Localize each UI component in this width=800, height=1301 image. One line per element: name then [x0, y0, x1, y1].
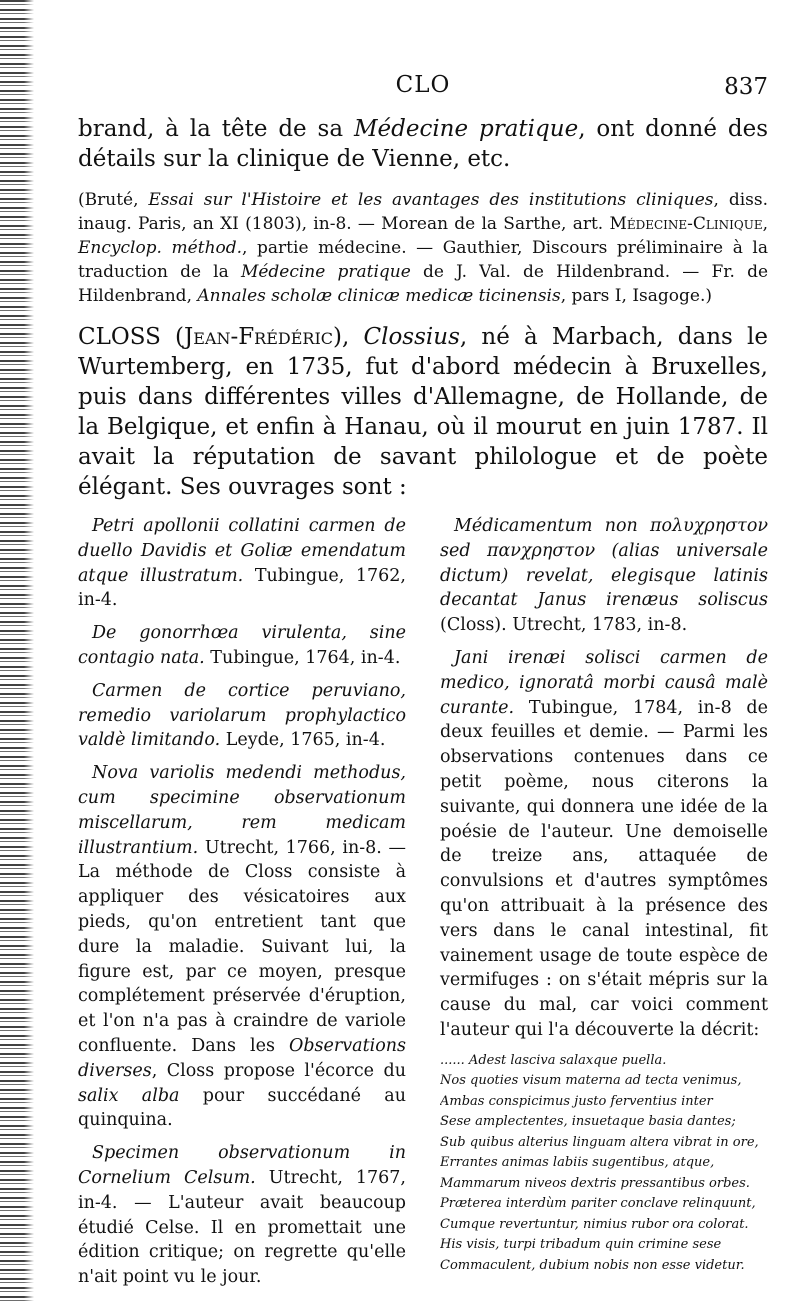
lead-paragraph — [78, 114, 768, 174]
lead-text-after: , ont donné des détails sur la clinique de Vienne, etc. — [78, 116, 769, 172]
bibliography-note — [78, 188, 768, 308]
verse-line: Præterea interdùm pariter conclave relinquunt, — [440, 1196, 756, 1212]
work-details: Utrecht, 1767, in-4. — L'auteur avait beaucoup étudié Celse. Il en promettait une édition critique; on regrette qu'elle n'ait point vu le jour. — [78, 1167, 406, 1288]
running-head — [78, 72, 768, 106]
dictionary-entry: CLOSS (Jean-Frédéric), Clossius, né à Marbach, dans le Wurtemberg, en 1735, fut d'abord médecin à Bruxelles, puis dans différentes villes d'Allemagne, de Hollande, de la Belgique, et enfin à Hanau, où il mourut en juin 1787. Il avait la réputation de savant philologue et de poète élégant. Ses ouvrages sont : — [78, 324, 768, 500]
work-title: Médicamentum non πολυχρηστον sed πανχρηστον (alias universale dictum) revelat, elegisque latinis decantat Janus irenæus soliscus — [440, 516, 768, 611]
verse-line: Commaculent, dubium nobis non esse videtur. — [440, 1257, 745, 1273]
entry-forename: Jean-Frédéric — [184, 324, 334, 350]
works-columns — [78, 514, 768, 1298]
verse-line: Nos quoties visum materna ad tecta venimus, — [440, 1073, 742, 1089]
plant-name: salix alba — [78, 1085, 180, 1106]
running-head-title: CLO — [395, 72, 451, 98]
biblio-text: , partie médecine. — Gauthier, Discours préliminaire à la traduction de la — [78, 238, 769, 282]
verse-line: Sese amplectentes, insuetaque basia dantes; — [440, 1114, 736, 1130]
book-binding-edge — [0, 0, 34, 1301]
work-item — [78, 1141, 406, 1290]
biblio-text: , pars I, Isagoge.) — [560, 286, 712, 306]
biblio-text: (Bruté, — [78, 190, 149, 210]
verse-line: Sub quibus alterius linguam altera vibrat in ore, — [440, 1134, 759, 1150]
work-details: pour succédané au quinquina. — [78, 1085, 406, 1131]
biblio-text: , diss. inaug. Paris, an XI (1803), in-8. — Morean de la Sarthe, art. — [78, 190, 768, 234]
verse-line: Cumque revertuntur, nimius rubor ora colorat. — [440, 1216, 749, 1232]
entry-latin-name: Clossius — [363, 324, 460, 350]
work-title: Observations diverses — [78, 1035, 406, 1081]
work-item — [78, 761, 406, 1133]
biblio-text: de J. Val. de Hildenbrand. — Fr. de Hildenbrand, — [78, 262, 769, 306]
book-page — [78, 72, 768, 1298]
page-number: 837 — [724, 74, 768, 100]
latin-verses — [440, 1051, 768, 1277]
work-details: (Closs). Utrecht, 1783, in-8. — [440, 615, 688, 636]
biblio-work-title: Encyclop. méthod. — [78, 238, 243, 258]
work-item — [78, 679, 406, 753]
work-title: Petri apollonii collatini carmen de duello Davidis et Goliæ emendatum atque illustratum. — [78, 516, 406, 586]
work-details: , Closs propose l'écorce du — [151, 1060, 406, 1081]
work-item — [440, 646, 768, 1043]
work-item — [440, 514, 768, 638]
work-item — [78, 621, 406, 671]
biblio-work-title: Annales scholæ clinicæ medicæ ticinensis — [197, 286, 561, 306]
verse-line: Errantes animas labiis sugentibus, atque, — [440, 1155, 715, 1171]
work-title: Nova variolis medendi methodus, cum specimine observationum miscellarum, rem medicam illustrantium. — [78, 763, 406, 858]
entry-text: , né à Marbach, dans le Wurtemberg, en 1735, fut d'abord médecin à Bruxelles, puis dans différentes villes d'Allemagne, de Hollande, de la Belgique, et enfin à Hanau, où il mourut en juin 1787. Il avait la réputation de savant philologue et de poète élégant. Ses ouvrages sont : — [78, 324, 768, 500]
work-details: Tubingue, 1762, in-4. — [78, 565, 406, 611]
work-details: Tubingue, 1764, in-4. — [204, 647, 401, 668]
left-column — [78, 514, 406, 1298]
work-title: Carmen de cortice peruviano, remedio variolarum prophylactico valdè limitando. — [78, 680, 406, 751]
verse-line: Ambas conspicimus justo ferventius inter — [440, 1093, 713, 1109]
work-details: Utrecht, 1766, in-8. — La méthode de Closs consiste à appliquer des vésicatoires aux pieds, qu'on entretient tant que dure la maladie. Suivant lui, la figure est, par ce moyen, presque complétement préservée d'éruption, et l'on n'a pas à craindre de variole confluente. Dans les — [78, 837, 406, 1056]
work-title: Specimen observationum in Cornelium Celsum. — [78, 1143, 406, 1188]
work-item — [78, 514, 406, 613]
biblio-text: , — [762, 214, 768, 234]
biblio-work-title: Médecine pratique — [240, 262, 411, 282]
biblio-article-title: Médecine-Clinique — [609, 214, 763, 234]
lead-work-title: Médecine pratique — [353, 116, 579, 142]
right-column — [440, 514, 768, 1298]
work-title: De gonorrhœa virulenta, sine contagio nata. — [78, 623, 406, 668]
verse-line: Mammarum niveos dextris pressantibus orbes. — [440, 1175, 750, 1191]
verse-line: His visis, turpi tribadum quin crimine sese — [440, 1237, 722, 1253]
entry-headword: CLOSS — [78, 324, 161, 350]
work-details: Leyde, 1765, in-4. — [220, 730, 386, 751]
work-title: Jani irenæi solisci carmen de medico, ignoratâ morbi causâ malè curante. — [440, 647, 768, 718]
biblio-work-title: Essai sur l'Histoire et les avantages des institutions cliniques — [148, 190, 714, 210]
work-details: Tubingue, 1784, in-8 de deux feuilles et demie. — Parmi les observations contenues dans ce petit poème, nous citerons la suivante, qui donnera une idée de la poésie de l'auteur. Une demoiselle de treize ans, attaquée de convulsions et d'autres symptômes qu'on attribuait à la présence des vers dans le canal intestinal, fit vainement usage de toute espèce de vermifuges : on s'était mépris sur la cause du mal, car voici comment l'auteur qui l'a découverte la décrit: — [440, 697, 768, 1040]
lead-text-before: brand, à la tête de sa — [78, 116, 354, 142]
verse-line: ...... Adest lasciva salaxque puella. — [440, 1052, 667, 1068]
